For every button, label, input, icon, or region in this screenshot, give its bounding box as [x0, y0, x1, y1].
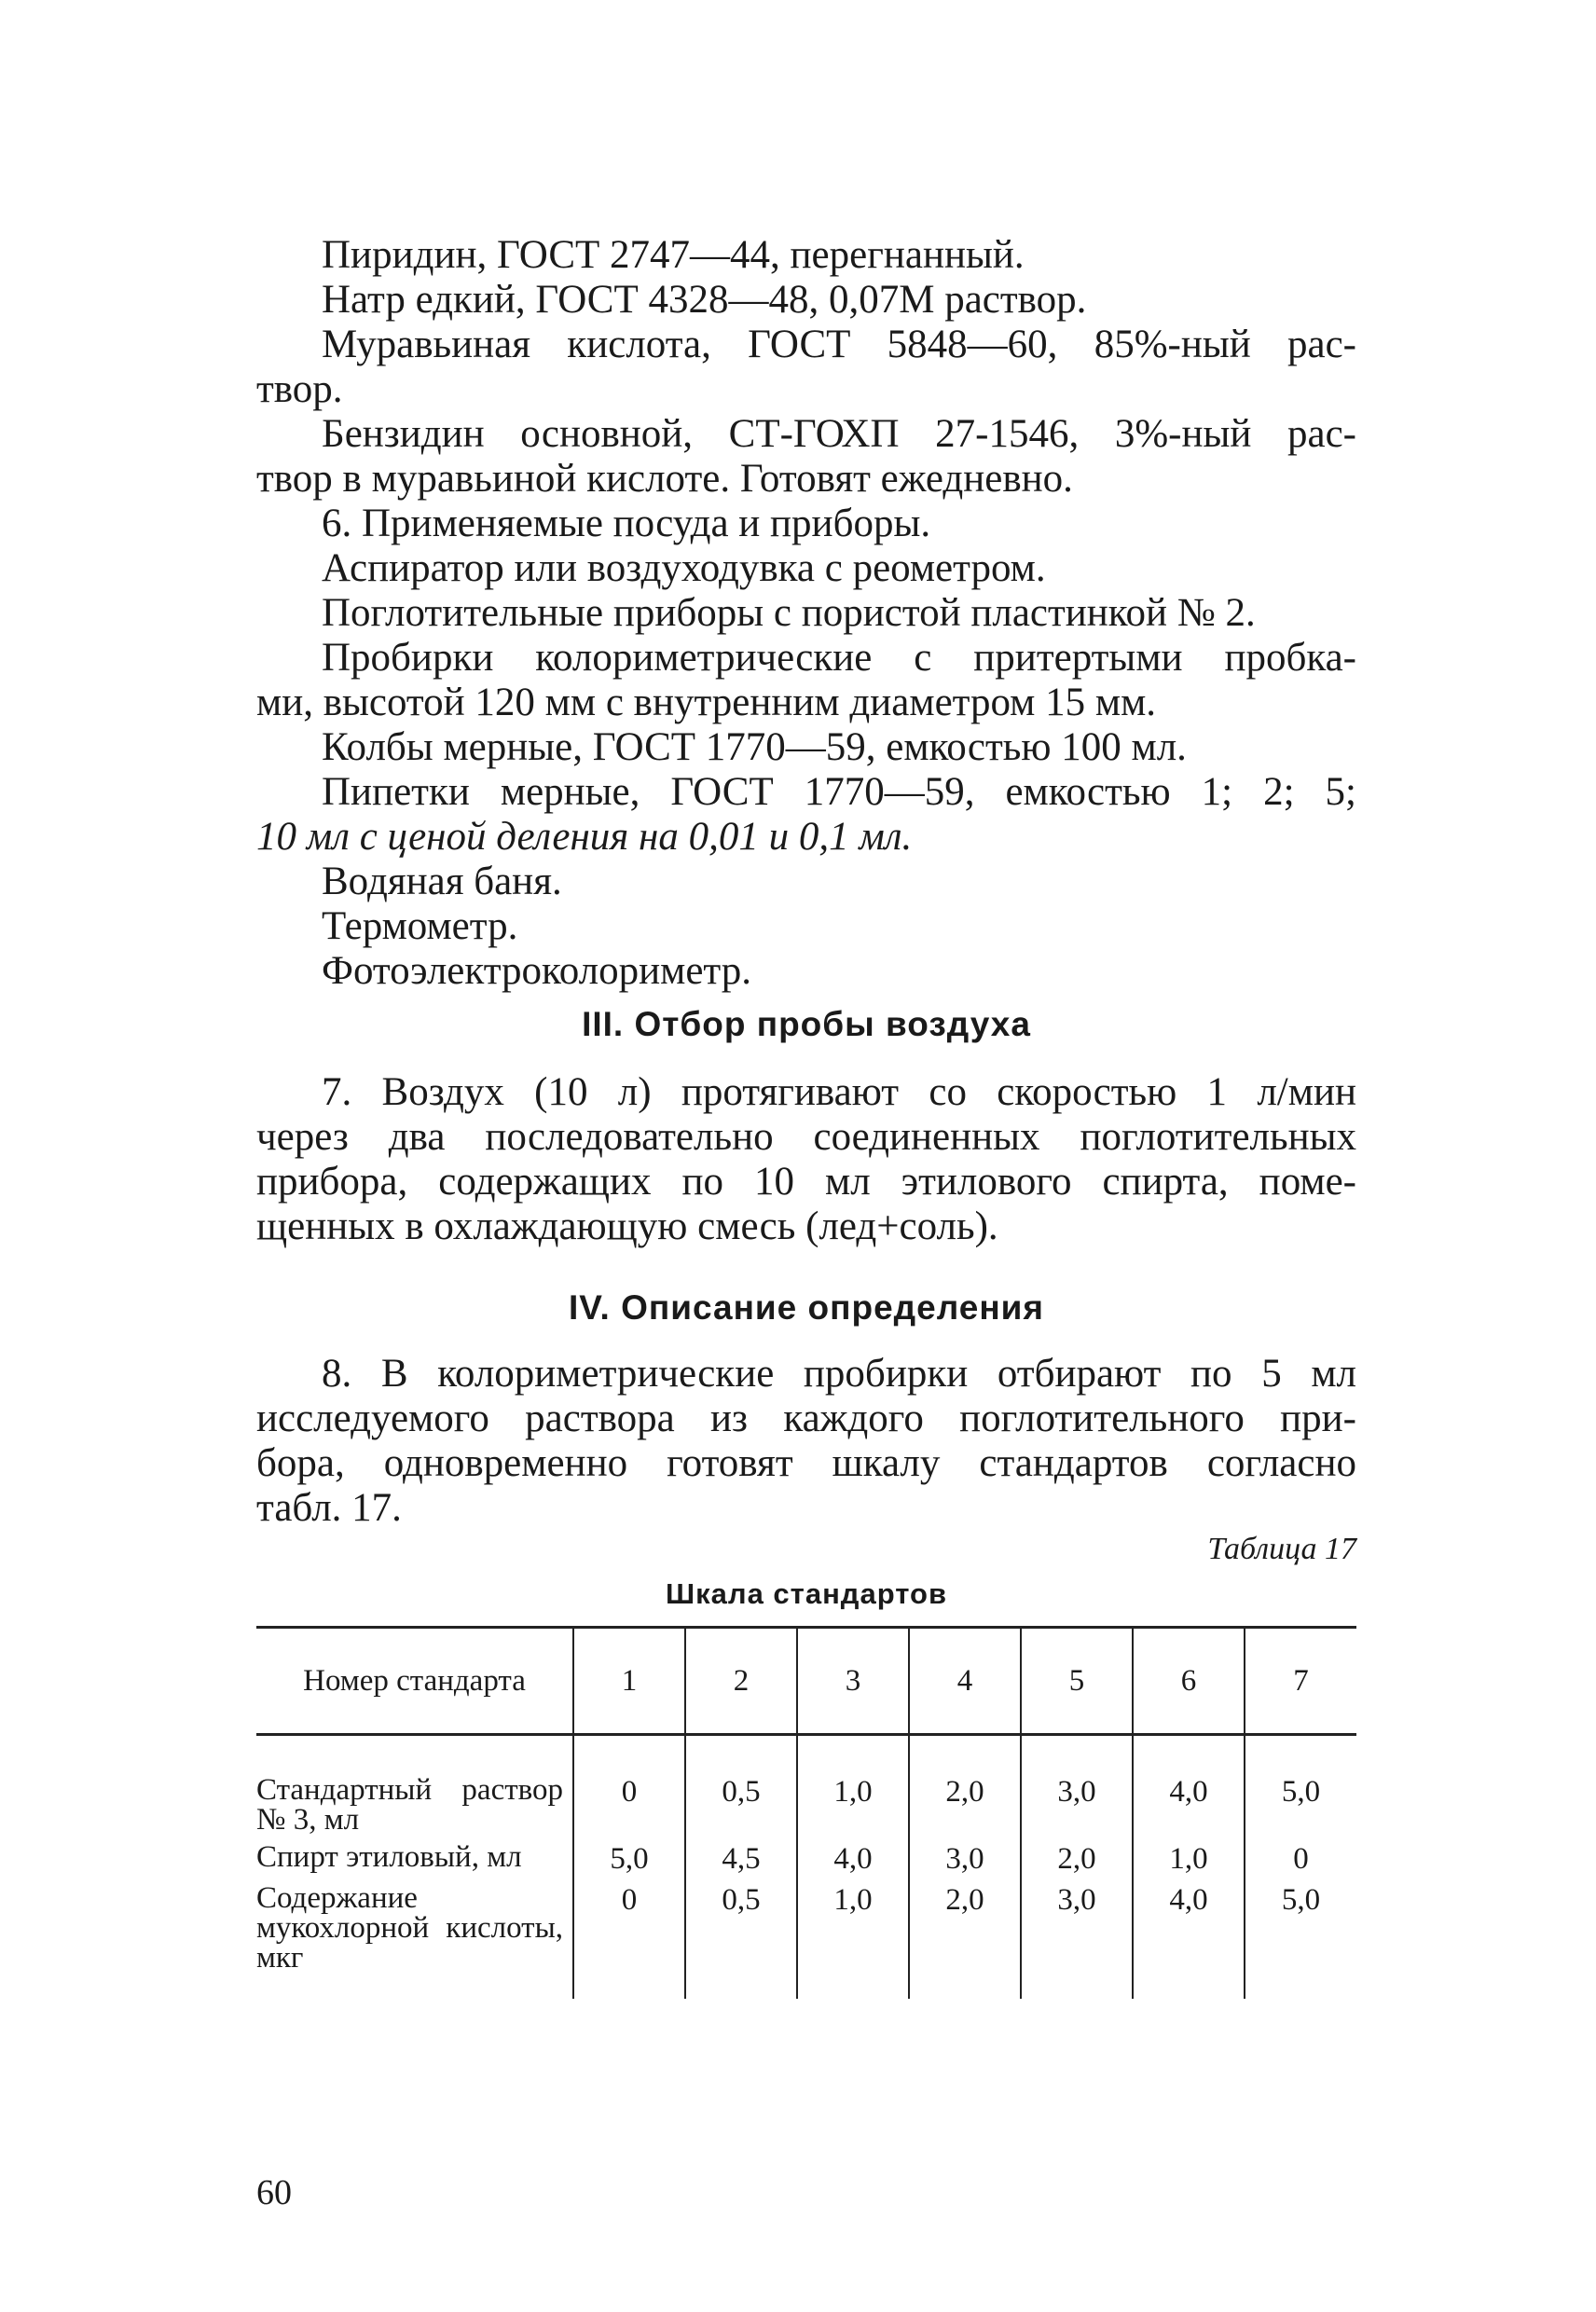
section-4-line1: 8. В колориметрические пробирки отбирают по 5 мл: [322, 1352, 1356, 1396]
table-cell: 0,5: [685, 1735, 797, 1843]
table-cell: 0: [573, 1883, 685, 1999]
reagent-formic-acid-line2: твор.: [256, 367, 343, 411]
table-cell: 5,0: [1245, 1883, 1356, 1999]
section-3-paragraph: [256, 1070, 1356, 1249]
table-column-header: 2: [685, 1628, 797, 1735]
section-3-line3: прибора, содержащих по 10 мл этилового спирта, поме-: [256, 1160, 1356, 1204]
section-4-paragraph: [256, 1352, 1356, 1531]
table-cell: 1,0: [797, 1883, 909, 1999]
table-caption: Таблица 17: [1207, 1532, 1356, 1566]
table-column-header: 6: [1133, 1628, 1245, 1735]
table-cell: 3,0: [909, 1842, 1021, 1883]
equipment-flasks: Колбы мерные, ГОСТ 1770—59, емкостью 100 мл.: [322, 725, 1187, 769]
reagents-and-equipment-text: [256, 233, 1356, 994]
table-cell: 3,0: [1021, 1735, 1133, 1843]
table-cell: 1,0: [1133, 1842, 1245, 1883]
table-cell: 0,5: [685, 1883, 797, 1999]
section-3-line2: через два последовательно соединенных поглотительных: [256, 1115, 1356, 1159]
table-cell: 4,5: [685, 1842, 797, 1883]
equipment-test-tubes-line1: Пробирки колориметрические с притертыми пробка-: [322, 636, 1356, 680]
section-3-heading: III. Отбор пробы воздуха: [582, 1005, 1031, 1043]
section-3-line4: щенных в охлаждающую смесь (лед+соль).: [256, 1204, 998, 1248]
table-cell: 2,0: [909, 1883, 1021, 1999]
table-cell: 5,0: [1245, 1735, 1356, 1843]
table-row-label: Содержание мукохлорной кислоты, мкг: [256, 1881, 563, 1975]
table-row: [256, 1735, 1356, 1843]
equipment-pipettes-line2: 10 мл с ценой деления на 0,01 и 0,1 мл.: [256, 815, 913, 859]
table-cell: 0: [573, 1735, 685, 1843]
table-column-header: 1: [573, 1628, 685, 1735]
section-4-line3: бора, одновременно готовят шкалу стандартов согласно: [256, 1441, 1356, 1485]
equipment-absorbers: Поглотительные приборы с пористой пластинкой № 2.: [322, 591, 1256, 635]
table-row-label: Стандартный раствор № 3, мл: [256, 1773, 563, 1837]
page-number: 60: [256, 2173, 292, 2212]
reagent-benzidine-line2: твор в муравьиной кислоте. Готовят ежедневно.: [256, 457, 1073, 501]
table-cell: 4,0: [1133, 1883, 1245, 1999]
equipment-aspirator: Аспиратор или воздуходувка с реометром.: [322, 546, 1046, 590]
section-4-line2: исследуемого раствора из каждого поглотительного при-: [256, 1397, 1356, 1440]
table-header-row: [256, 1628, 1356, 1735]
reagent-benzidine-line1: Бензидин основной, СТ-ГОХП 27-1546, 3%-ный рас-: [322, 412, 1356, 456]
table-cell: 4,0: [797, 1842, 909, 1883]
equipment-photocolorimeter: Фотоэлектроколориметр.: [322, 949, 751, 993]
table-column-header: 7: [1245, 1628, 1356, 1735]
table-row-label: Спирт этиловый, мл: [256, 1840, 522, 1874]
table-title: Шкала стандартов: [665, 1577, 948, 1610]
table-cell: 0: [1245, 1842, 1356, 1883]
section-4-line4: табл. 17.: [256, 1486, 402, 1530]
table-row: [256, 1883, 1356, 1999]
table-cell: 2,0: [909, 1735, 1021, 1843]
table-cell: 2,0: [1021, 1842, 1133, 1883]
section-3-line1: 7. Воздух (10 л) протягивают со скоростью 1 л/мин: [322, 1070, 1356, 1114]
equipment-test-tubes-line2: ми, высотой 120 мм с внутренним диаметром 15 мм.: [256, 681, 1157, 724]
table-column-header: 4: [909, 1628, 1021, 1735]
reagent-pyridine: Пиридин, ГОСТ 2747—44, перегнанный.: [322, 233, 1025, 277]
section-4-heading: IV. Описание определения: [568, 1288, 1045, 1327]
table-header-label: Номер стандарта: [256, 1628, 573, 1735]
equipment-water-bath: Водяная баня.: [322, 860, 562, 903]
table-cell: 5,0: [573, 1842, 685, 1883]
reagent-formic-acid-line1: Муравьиная кислота, ГОСТ 5848—60, 85%-ный рас-: [322, 323, 1356, 366]
equipment-heading: 6. Применяемые посуда и приборы.: [322, 502, 931, 545]
table-cell: 4,0: [1133, 1735, 1245, 1843]
table-cell: 3,0: [1021, 1883, 1133, 1999]
table-row: [256, 1842, 1356, 1883]
standards-table: [256, 1626, 1356, 1999]
table-column-header: 3: [797, 1628, 909, 1735]
equipment-thermometer: Термометр.: [322, 904, 518, 948]
equipment-pipettes-line1: Пипетки мерные, ГОСТ 1770—59, емкостью 1; 2; 5;: [322, 770, 1356, 814]
table-cell: 1,0: [797, 1735, 909, 1843]
table-column-header: 5: [1021, 1628, 1133, 1735]
reagent-sodium-hydroxide: Натр едкий, ГОСТ 4328—48, 0,07М раствор.: [322, 278, 1087, 322]
